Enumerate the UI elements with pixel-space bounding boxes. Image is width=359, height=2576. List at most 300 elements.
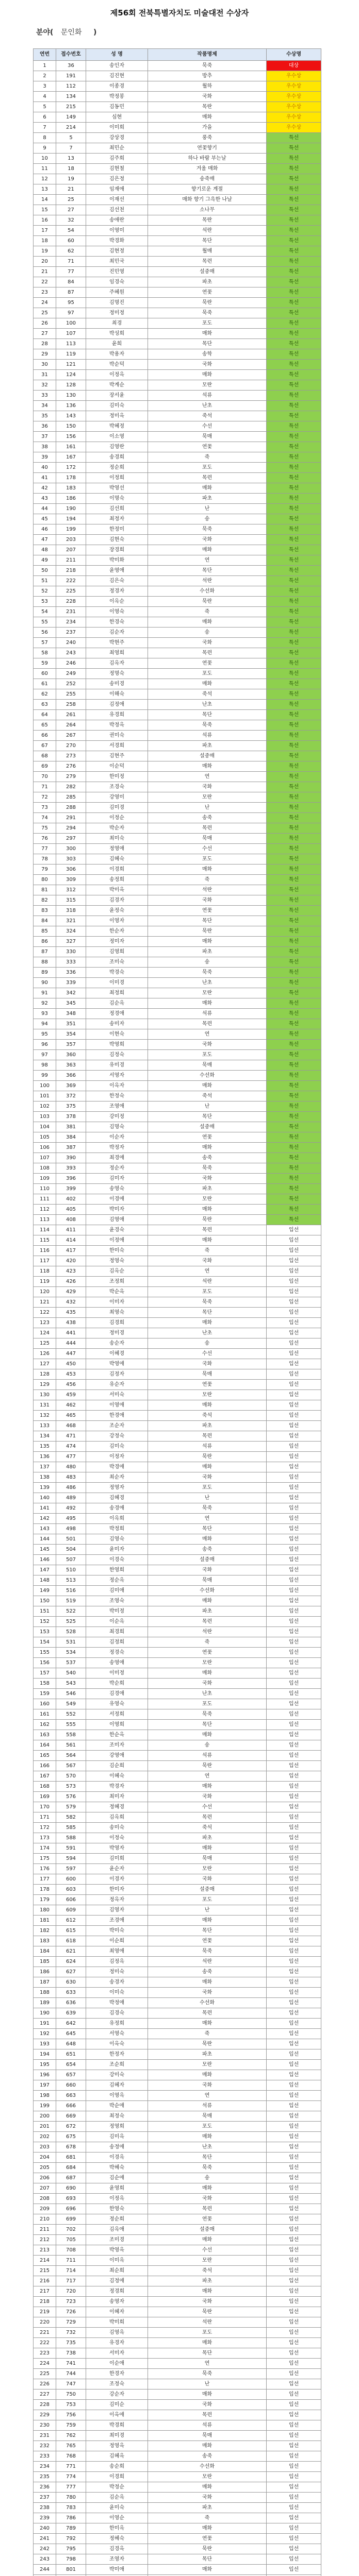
cell-entry-number: 124 bbox=[56, 370, 86, 380]
table-row bbox=[34, 2410, 321, 2420]
cell-index: 126 bbox=[34, 1349, 56, 1359]
cell-title: 매화 bbox=[148, 679, 267, 689]
cell-index: 120 bbox=[34, 1287, 56, 1297]
cell-title: 매화 bbox=[148, 1668, 267, 1679]
cell-title: 난초 bbox=[148, 978, 267, 988]
cell-name: 조경애 bbox=[86, 1916, 148, 1926]
cell-entry-number: 267 bbox=[56, 731, 86, 741]
cell-award: 입선 bbox=[267, 1225, 321, 1235]
table-row bbox=[34, 741, 321, 751]
cell-entry-number: 648 bbox=[56, 2039, 86, 2049]
cell-index: 21 bbox=[34, 267, 56, 277]
table-row bbox=[34, 1720, 321, 1730]
cell-award: 특선 bbox=[267, 339, 321, 349]
table-row bbox=[34, 154, 321, 164]
cell-award: 특선 bbox=[267, 844, 321, 854]
cell-index: 41 bbox=[34, 473, 56, 483]
cell-index: 7 bbox=[34, 123, 56, 133]
cell-name: 김영애 bbox=[86, 1215, 148, 1225]
cell-title: 파초 bbox=[148, 277, 267, 287]
cell-name: 최미자 bbox=[86, 1792, 148, 1802]
cell-name: 강순자 bbox=[86, 2389, 148, 2400]
cell-entry-number: 375 bbox=[56, 1101, 86, 1112]
cell-award: 입선 bbox=[267, 2523, 321, 2534]
cell-award: 입선 bbox=[267, 1761, 321, 1771]
table-row bbox=[34, 1287, 321, 1297]
cell-title: 송죽 bbox=[148, 813, 267, 823]
cell-name: 박미옥 bbox=[86, 885, 148, 895]
cell-award: 특선 bbox=[267, 236, 321, 246]
cell-entry-number: 579 bbox=[56, 1802, 86, 1812]
cell-award: 특선 bbox=[267, 277, 321, 287]
cell-name: 이영옥 bbox=[86, 2091, 148, 2101]
cell-title: 목련 bbox=[148, 1812, 267, 1823]
cell-award: 입선 bbox=[267, 2348, 321, 2359]
cell-title: 국화 bbox=[148, 895, 267, 906]
cell-entry-number: 19 bbox=[56, 174, 86, 184]
cell-title: 매화 bbox=[148, 1205, 267, 1215]
cell-name: 이경옥 bbox=[86, 2153, 148, 2163]
cell-name: 최순자 bbox=[86, 1472, 148, 1483]
table-row bbox=[34, 102, 321, 112]
cell-name: 김미희 bbox=[86, 1854, 148, 1864]
cell-entry-number: 315 bbox=[56, 895, 86, 906]
cell-entry-number: 504 bbox=[56, 1545, 86, 1555]
table-row bbox=[34, 1235, 321, 1246]
cell-entry-number: 606 bbox=[56, 1895, 86, 1905]
cell-entry-number: 522 bbox=[56, 1606, 86, 1617]
cell-entry-number: 190 bbox=[56, 504, 86, 514]
cell-title: 하나 바람 부는날 bbox=[148, 154, 267, 164]
cell-award: 특선 bbox=[267, 679, 321, 689]
cell-award: 입선 bbox=[267, 2462, 321, 2472]
cell-name: 조경숙 bbox=[86, 782, 148, 792]
table-row bbox=[34, 2204, 321, 2214]
cell-entry-number: 5 bbox=[56, 133, 86, 143]
cell-index: 124 bbox=[34, 1328, 56, 1338]
table-row bbox=[34, 669, 321, 679]
cell-award: 특선 bbox=[267, 782, 321, 792]
cell-entry-number: 693 bbox=[56, 2194, 86, 2204]
cell-entry-number: 408 bbox=[56, 1215, 86, 1225]
cell-title: 난 bbox=[148, 1493, 267, 1503]
cell-name: 박순희 bbox=[86, 1679, 148, 1689]
cell-entry-number: 203 bbox=[56, 535, 86, 545]
cell-name: 김순자 bbox=[86, 628, 148, 638]
cell-name: 장서윤 bbox=[86, 391, 148, 401]
cell-title: 연꽃 bbox=[148, 2534, 267, 2544]
cell-name: 이정희 bbox=[86, 473, 148, 483]
cell-entry-number: 178 bbox=[56, 473, 86, 483]
cell-award: 특선 bbox=[267, 442, 321, 452]
cell-award: 입선 bbox=[267, 2493, 321, 2503]
cell-award: 입선 bbox=[267, 1297, 321, 1308]
cell-name: 윤미숙 bbox=[86, 2503, 148, 2513]
cell-award: 특선 bbox=[267, 916, 321, 926]
cell-award: 입선 bbox=[267, 1483, 321, 1493]
cell-award: 입선 bbox=[267, 1359, 321, 1369]
cell-title: 석류 bbox=[148, 1751, 267, 1761]
cell-title: 국화 bbox=[148, 1472, 267, 1483]
cell-name: 송경애 bbox=[86, 1503, 148, 1514]
cell-index: 177 bbox=[34, 1874, 56, 1885]
table-row bbox=[34, 1627, 321, 1637]
cell-title: 매화 bbox=[148, 329, 267, 339]
cell-index: 204 bbox=[34, 2153, 56, 2163]
cell-index: 243 bbox=[34, 2554, 56, 2565]
cell-title: 묵죽 bbox=[148, 1946, 267, 1957]
cell-entry-number: 130 bbox=[56, 391, 86, 401]
cell-title: 국화 bbox=[148, 1359, 267, 1369]
cell-index: 95 bbox=[34, 1029, 56, 1040]
cell-title: 국화 bbox=[148, 2080, 267, 2091]
table-row bbox=[34, 2348, 321, 2359]
cell-name: 이혜자 bbox=[86, 2307, 148, 2317]
cell-index: 180 bbox=[34, 1905, 56, 1916]
cell-award: 특선 bbox=[267, 792, 321, 803]
cell-index: 83 bbox=[34, 906, 56, 916]
cell-award: 입선 bbox=[267, 2482, 321, 2493]
table-row bbox=[34, 1328, 321, 1338]
cell-entry-number: 444 bbox=[56, 1338, 86, 1349]
cell-index: 213 bbox=[34, 2245, 56, 2256]
table-row bbox=[34, 2420, 321, 2431]
cell-entry-number: 18 bbox=[56, 164, 86, 174]
cell-title: 묵란 bbox=[148, 298, 267, 308]
cell-name: 서미자 bbox=[86, 2348, 148, 2359]
table-row bbox=[34, 844, 321, 854]
cell-name: 한경자 bbox=[86, 2369, 148, 2379]
cell-entry-number: 228 bbox=[56, 597, 86, 607]
cell-name: 강미숙 bbox=[86, 2070, 148, 2080]
cell-entry-number: 723 bbox=[56, 2297, 86, 2307]
cell-name: 강영애 bbox=[86, 1751, 148, 1761]
cell-title: 매화 bbox=[148, 1782, 267, 1792]
table-row bbox=[34, 2194, 321, 2204]
table-row bbox=[34, 710, 321, 720]
cell-name: 김순희 bbox=[86, 1761, 148, 1771]
cell-index: 67 bbox=[34, 741, 56, 751]
cell-entry-number: 621 bbox=[56, 1946, 86, 1957]
cell-entry-number: 798 bbox=[56, 2554, 86, 2565]
cell-title: 난초 bbox=[148, 1689, 267, 1699]
cell-title: 설중매 bbox=[148, 1885, 267, 1895]
cell-name: 김미숙 bbox=[86, 1442, 148, 1452]
cell-index: 135 bbox=[34, 1442, 56, 1452]
cell-entry-number: 270 bbox=[56, 741, 86, 751]
cell-name: 이정순 bbox=[86, 813, 148, 823]
cell-award: 입선 bbox=[267, 1575, 321, 1586]
cell-name: 이옥순 bbox=[86, 597, 148, 607]
cell-award: 특선 bbox=[267, 803, 321, 813]
table-row bbox=[34, 215, 321, 226]
cell-title: 연꽃 bbox=[148, 658, 267, 669]
cell-name: 박경희 bbox=[86, 2420, 148, 2431]
cell-entry-number: 357 bbox=[56, 1040, 86, 1050]
cell-entry-number: 360 bbox=[56, 1050, 86, 1060]
cell-index: 199 bbox=[34, 2101, 56, 2111]
cell-title: 목단 bbox=[148, 1308, 267, 1318]
cell-index: 112 bbox=[34, 1205, 56, 1215]
cell-entry-number: 222 bbox=[56, 576, 86, 586]
cell-award: 특선 bbox=[267, 1132, 321, 1143]
cell-entry-number: 645 bbox=[56, 2029, 86, 2039]
cell-entry-number: 468 bbox=[56, 1421, 86, 1431]
cell-title: 국화 bbox=[148, 2493, 267, 2503]
table-row bbox=[34, 205, 321, 215]
cell-title: 파초 bbox=[148, 947, 267, 957]
table-row bbox=[34, 1205, 321, 1215]
cell-award: 특선 bbox=[267, 885, 321, 895]
cell-title: 파초 bbox=[148, 2049, 267, 2060]
cell-title: 송죽 bbox=[148, 1967, 267, 1977]
cell-entry-number: 636 bbox=[56, 1998, 86, 2008]
cell-entry-number: 100 bbox=[56, 318, 86, 329]
cell-title: 수선 bbox=[148, 421, 267, 432]
table-row bbox=[34, 1071, 321, 1081]
table-row bbox=[34, 2503, 321, 2513]
cell-name: 최미숙 bbox=[86, 834, 148, 844]
cell-entry-number: 660 bbox=[56, 2080, 86, 2091]
cell-title: 목단 bbox=[148, 1720, 267, 1730]
cell-entry-number: 429 bbox=[56, 1287, 86, 1297]
cell-name: 정영자 bbox=[86, 1483, 148, 1493]
cell-index: 207 bbox=[34, 2183, 56, 2194]
cell-name: 정순옥 bbox=[86, 1575, 148, 1586]
cell-index: 130 bbox=[34, 1390, 56, 1400]
cell-award: 입선 bbox=[267, 1555, 321, 1565]
cell-award: 입선 bbox=[267, 1617, 321, 1627]
cell-name: 김경애 bbox=[86, 1689, 148, 1699]
cell-award: 특선 bbox=[267, 617, 321, 628]
cell-index: 19 bbox=[34, 246, 56, 257]
cell-title: 송학 bbox=[148, 349, 267, 360]
cell-index: 239 bbox=[34, 2513, 56, 2523]
cell-index: 55 bbox=[34, 617, 56, 628]
cell-name: 김명진 bbox=[86, 298, 148, 308]
cell-index: 62 bbox=[34, 689, 56, 700]
cell-award: 입선 bbox=[267, 1493, 321, 1503]
table-row bbox=[34, 463, 321, 473]
cell-title: 죽 bbox=[148, 452, 267, 463]
cell-name: 이순옥 bbox=[86, 1617, 148, 1627]
cell-name: 김은숙 bbox=[86, 576, 148, 586]
cell-title: 월하 bbox=[148, 81, 267, 92]
cell-name: 이영희 bbox=[86, 1720, 148, 1730]
cell-entry-number: 372 bbox=[56, 1091, 86, 1101]
table-row bbox=[34, 1761, 321, 1771]
cell-award: 입선 bbox=[267, 1596, 321, 1606]
table-row bbox=[34, 1184, 321, 1194]
cell-index: 39 bbox=[34, 452, 56, 463]
cell-title: 국화 bbox=[148, 782, 267, 792]
cell-index: 3 bbox=[34, 81, 56, 92]
cell-index: 87 bbox=[34, 947, 56, 957]
cell-index: 139 bbox=[34, 1483, 56, 1493]
cell-entry-number: 435 bbox=[56, 1308, 86, 1318]
cell-entry-number: 537 bbox=[56, 1658, 86, 1668]
cell-title: 매화 bbox=[148, 2019, 267, 2029]
cell-title: 연 bbox=[148, 2359, 267, 2369]
cell-entry-number: 84 bbox=[56, 277, 86, 287]
cell-title: 소나무 bbox=[148, 205, 267, 215]
cell-name: 박경자 bbox=[86, 1782, 148, 1792]
cell-index: 215 bbox=[34, 2266, 56, 2276]
cell-award: 우수상 bbox=[267, 81, 321, 92]
cell-entry-number: 762 bbox=[56, 2431, 86, 2441]
cell-name: 최민순 bbox=[86, 143, 148, 154]
table-row bbox=[34, 2245, 321, 2256]
table-row bbox=[34, 1225, 321, 1235]
cell-entry-number: 528 bbox=[56, 1627, 86, 1637]
cell-title: 묵죽 bbox=[148, 1503, 267, 1514]
table-row bbox=[34, 2431, 321, 2441]
cell-index: 183 bbox=[34, 1936, 56, 1946]
table-row bbox=[34, 236, 321, 246]
cell-title: 목단 bbox=[148, 710, 267, 720]
cell-title: 매화 bbox=[148, 370, 267, 380]
cell-award: 입선 bbox=[267, 1679, 321, 1689]
cell-entry-number: 465 bbox=[56, 1411, 86, 1421]
cell-index: 230 bbox=[34, 2420, 56, 2431]
table-row bbox=[34, 2091, 321, 2101]
table-row bbox=[34, 823, 321, 834]
cell-index: 163 bbox=[34, 1730, 56, 1740]
table-row bbox=[34, 916, 321, 926]
cell-name: 이혜숙 bbox=[86, 1771, 148, 1782]
cell-title: 묵란 bbox=[148, 2544, 267, 2554]
cell-entry-number: 438 bbox=[56, 1318, 86, 1328]
table-row bbox=[34, 1833, 321, 1843]
cell-award: 특선 bbox=[267, 1205, 321, 1215]
cell-title: 송 bbox=[148, 1740, 267, 1751]
cell-title: 연꽃 bbox=[148, 1936, 267, 1946]
cell-entry-number: 214 bbox=[56, 123, 86, 133]
cell-index: 149 bbox=[34, 1586, 56, 1596]
cell-entry-number: 603 bbox=[56, 1885, 86, 1895]
cell-title: 국화 bbox=[148, 2297, 267, 2307]
cell-title: 목단 bbox=[148, 1524, 267, 1534]
cell-title: 송 bbox=[148, 2173, 267, 2183]
cell-entry-number: 567 bbox=[56, 1761, 86, 1771]
table-row bbox=[34, 1524, 321, 1534]
table-row bbox=[34, 2534, 321, 2544]
cell-name: 최영숙 bbox=[86, 1308, 148, 1318]
table-row bbox=[34, 947, 321, 957]
cell-index: 40 bbox=[34, 463, 56, 473]
cell-entry-number: 702 bbox=[56, 2225, 86, 2235]
cell-award: 입선 bbox=[267, 1400, 321, 1411]
cell-index: 171 bbox=[34, 1812, 56, 1823]
cell-title: 모란 bbox=[148, 1658, 267, 1668]
cell-name: 한영희 bbox=[86, 1565, 148, 1575]
cell-index: 61 bbox=[34, 679, 56, 689]
cell-title: 포도 bbox=[148, 669, 267, 679]
cell-award: 입선 bbox=[267, 2389, 321, 2400]
cell-name: 박정봉 bbox=[86, 92, 148, 102]
cell-award: 특선 bbox=[267, 184, 321, 195]
cell-name: 김순옥 bbox=[86, 998, 148, 1009]
cell-title: 송 bbox=[148, 628, 267, 638]
table-row bbox=[34, 2400, 321, 2410]
cell-index: 122 bbox=[34, 1308, 56, 1318]
cell-name: 송영애 bbox=[86, 1658, 148, 1668]
cell-name: 이재선 bbox=[86, 195, 148, 205]
cell-title: 송죽 bbox=[148, 1545, 267, 1555]
cell-index: 238 bbox=[34, 2503, 56, 2513]
cell-award: 입선 bbox=[267, 1689, 321, 1699]
table-row bbox=[34, 689, 321, 700]
cell-award: 특선 bbox=[267, 700, 321, 710]
cell-name: 서영자 bbox=[86, 1071, 148, 1081]
cell-award: 특선 bbox=[267, 998, 321, 1009]
table-row bbox=[34, 2008, 321, 2019]
table-row bbox=[34, 1431, 321, 1442]
cell-index: 221 bbox=[34, 2328, 56, 2338]
cell-award: 입선 bbox=[267, 1524, 321, 1534]
table-row bbox=[34, 2101, 321, 2111]
cell-entry-number: 600 bbox=[56, 1874, 86, 1885]
cell-name: 이미옥 bbox=[86, 2256, 148, 2266]
cell-title: 목련 bbox=[148, 1617, 267, 1627]
page-title: 제56회 전북특별자치도 미술대전 수상자 bbox=[110, 8, 249, 18]
cell-index: 30 bbox=[34, 360, 56, 370]
table-row bbox=[34, 566, 321, 576]
table-row bbox=[34, 1967, 321, 1977]
cell-index: 69 bbox=[34, 761, 56, 772]
cell-index: 60 bbox=[34, 669, 56, 679]
cell-award: 특선 bbox=[267, 329, 321, 339]
cell-entry-number: 246 bbox=[56, 658, 86, 669]
cell-index: 110 bbox=[34, 1184, 56, 1194]
cell-name: 송경희 bbox=[86, 452, 148, 463]
cell-award: 특선 bbox=[267, 1194, 321, 1205]
cell-name: 이영미 bbox=[86, 226, 148, 236]
cell-entry-number: 741 bbox=[56, 2359, 86, 2369]
cell-title: 묵죽 bbox=[148, 524, 267, 535]
cell-index: 226 bbox=[34, 2379, 56, 2389]
cell-index: 75 bbox=[34, 823, 56, 834]
cell-award: 특선 bbox=[267, 1029, 321, 1040]
cell-entry-number: 489 bbox=[56, 1493, 86, 1503]
cell-name: 조미자 bbox=[86, 1740, 148, 1751]
cell-name: 최경애 bbox=[86, 1153, 148, 1163]
table-row bbox=[34, 2554, 321, 2565]
cell-entry-number: 231 bbox=[56, 607, 86, 617]
cell-award: 입선 bbox=[267, 2070, 321, 2080]
table-row bbox=[34, 731, 321, 741]
cell-index: 28 bbox=[34, 339, 56, 349]
cell-title: 국화 bbox=[148, 92, 267, 102]
table-row bbox=[34, 2225, 321, 2235]
cell-index: 93 bbox=[34, 1009, 56, 1019]
table-row bbox=[34, 1926, 321, 1936]
cell-name: 박성희 bbox=[86, 329, 148, 339]
cell-award: 입선 bbox=[267, 2235, 321, 2245]
cell-title: 난초 bbox=[148, 1328, 267, 1338]
cell-entry-number: 687 bbox=[56, 2173, 86, 2183]
cell-entry-number: 324 bbox=[56, 926, 86, 937]
cell-index: 119 bbox=[34, 1277, 56, 1287]
cell-title: 국화 bbox=[148, 2400, 267, 2410]
cell-award: 특선 bbox=[267, 494, 321, 504]
cell-award: 입선 bbox=[267, 1442, 321, 1452]
cell-entry-number: 783 bbox=[56, 2503, 86, 2513]
table-row bbox=[34, 1163, 321, 1174]
cell-award: 입선 bbox=[267, 2132, 321, 2142]
cell-title: 매화 bbox=[148, 2183, 267, 2194]
cell-name: 한미정 bbox=[86, 772, 148, 782]
